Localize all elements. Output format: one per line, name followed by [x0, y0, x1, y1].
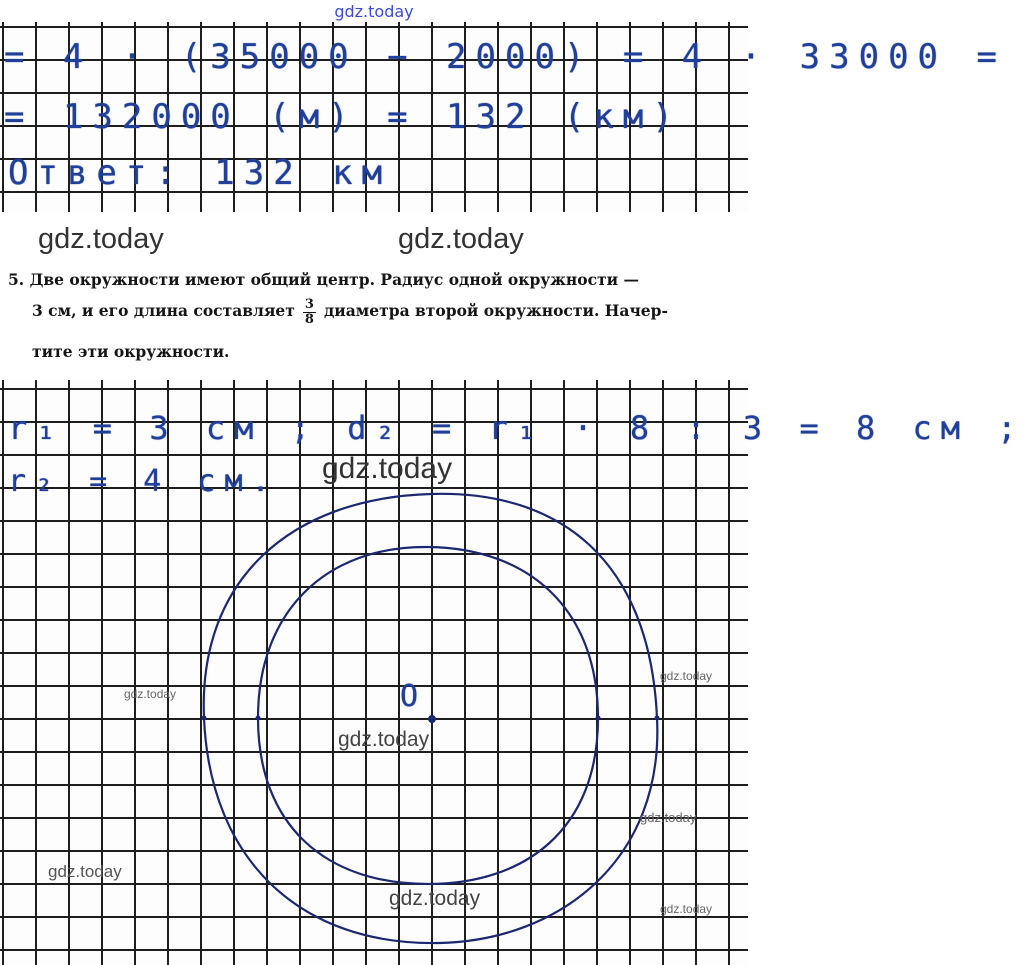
watermark: gdz.today: [660, 669, 713, 683]
tick-mark: [655, 716, 660, 721]
watermark: gdz.today: [640, 810, 697, 825]
watermark: gdz.today: [322, 452, 453, 485]
watermark: gdz.today: [48, 862, 122, 881]
inner-circle: [258, 547, 598, 884]
watermark: gdz.today: [398, 223, 524, 255]
watermark: gdz.today: [389, 887, 481, 910]
given-line: r₁ = 3 см ; d₂ = r₁ · 8 : 3 = 8 см ;: [8, 409, 1026, 447]
solution-line-2: = 132000 (м) = 132 (км): [4, 97, 682, 137]
tick-mark: [256, 716, 261, 721]
header-watermark: gdz.today: [334, 2, 414, 21]
fraction-numerator: 3: [304, 297, 314, 312]
task-number: 5.: [8, 270, 25, 289]
task-text-line-2-start: 3 см, и его длина составляет: [32, 301, 295, 321]
watermark: gdz.today: [38, 223, 164, 255]
center-point: [428, 715, 436, 723]
task-line-3: тите эти окружности.: [32, 342, 230, 361]
tick-mark: [596, 716, 601, 721]
task-text-line-2-end: диаметра второй окружности. Начер-: [323, 301, 668, 321]
tick-mark: [202, 716, 207, 721]
radius-line: r₂ = 4 см.: [8, 464, 279, 499]
solution-line-1: = 4 · (35000 − 2000) = 4 · 33000 =: [4, 37, 1006, 77]
watermark: gdz.today: [124, 687, 177, 701]
center-label: O: [400, 679, 419, 714]
fraction-denominator: 8: [304, 311, 314, 327]
task-text-line-1: Две окружности имеют общий центр. Радиус одной окружности —: [29, 270, 639, 289]
watermark: gdz.today: [338, 728, 430, 751]
answer-line: Ответ: 132 км: [8, 153, 392, 193]
watermark: gdz.today: [660, 902, 713, 916]
